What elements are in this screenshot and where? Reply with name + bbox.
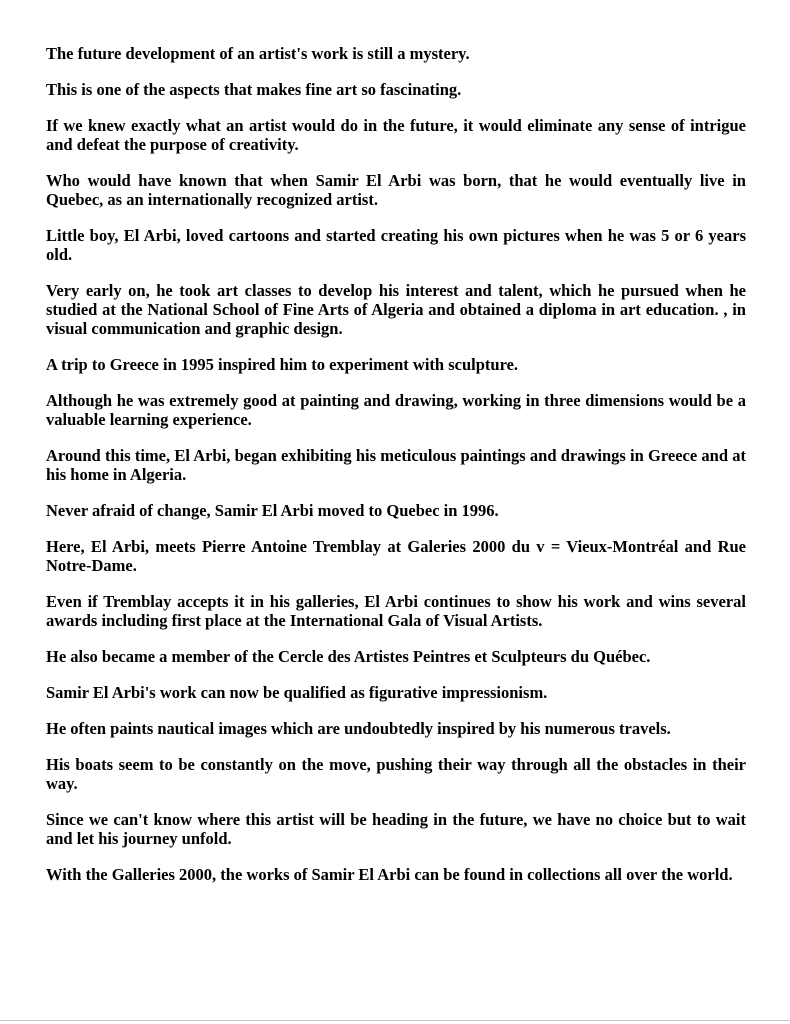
paragraph: Who would have known that when Samir El Arbi was born, that he would eventually live in Quebec, as an internationally recognized artist. [46,171,746,209]
paragraph: Here, El Arbi, meets Pierre Antoine Tremblay at Galeries 2000 du v = Vieux-Montréal and Rue Notre-Dame. [46,537,746,575]
paragraph: Little boy, El Arbi, loved cartoons and started creating his own pictures when he was 5 or 6 years old. [46,226,746,264]
paragraph: He often paints nautical images which are undoubtedly inspired by his numerous travels. [46,719,671,738]
paragraph: This is one of the aspects that makes fine art so fascinating. [46,80,462,99]
paragraph: With the Galleries 2000, the works of Samir El Arbi can be found in collections all over the world. [46,865,733,884]
paragraph: Samir El Arbi's work can now be qualified as figurative impressionism. [46,683,548,702]
paragraph: Since we can't know where this artist will be heading in the future, we have no choice but to wait and let his journey unfold. [46,810,746,848]
paragraph: Even if Tremblay accepts it in his galleries, El Arbi continues to show his work and wins several awards including first place at the International Gala of Visual Artists. [46,592,746,630]
paragraph: He also became a member of the Cercle des Artistes Peintres et Sculpteurs du Québec. [46,647,651,666]
paragraph: The future development of an artist's work is still a mystery. [46,44,470,63]
paragraph: Although he was extremely good at painting and drawing, working in three dimensions would be a valuable learning experience. [46,391,746,429]
paragraph: Around this time, El Arbi, began exhibiting his meticulous paintings and drawings in Greece and at his home in Algeria. [46,446,746,484]
page-bottom-divider [0,1020,790,1021]
document-body [46,44,746,901]
paragraph: His boats seem to be constantly on the move, pushing their way through all the obstacles in their way. [46,755,746,793]
paragraph: If we knew exactly what an artist would do in the future, it would eliminate any sense of intrigue and defeat the purpose of creativity. [46,116,746,154]
paragraph: Very early on, he took art classes to develop his interest and talent, which he pursued when he studied at the National School of Fine Arts of Algeria and obtained a diploma in art education. , in visual communication and graphic design. [46,281,746,338]
paragraph: Never afraid of change, Samir El Arbi moved to Quebec in 1996. [46,501,499,520]
paragraph: A trip to Greece in 1995 inspired him to experiment with sculpture. [46,355,519,374]
